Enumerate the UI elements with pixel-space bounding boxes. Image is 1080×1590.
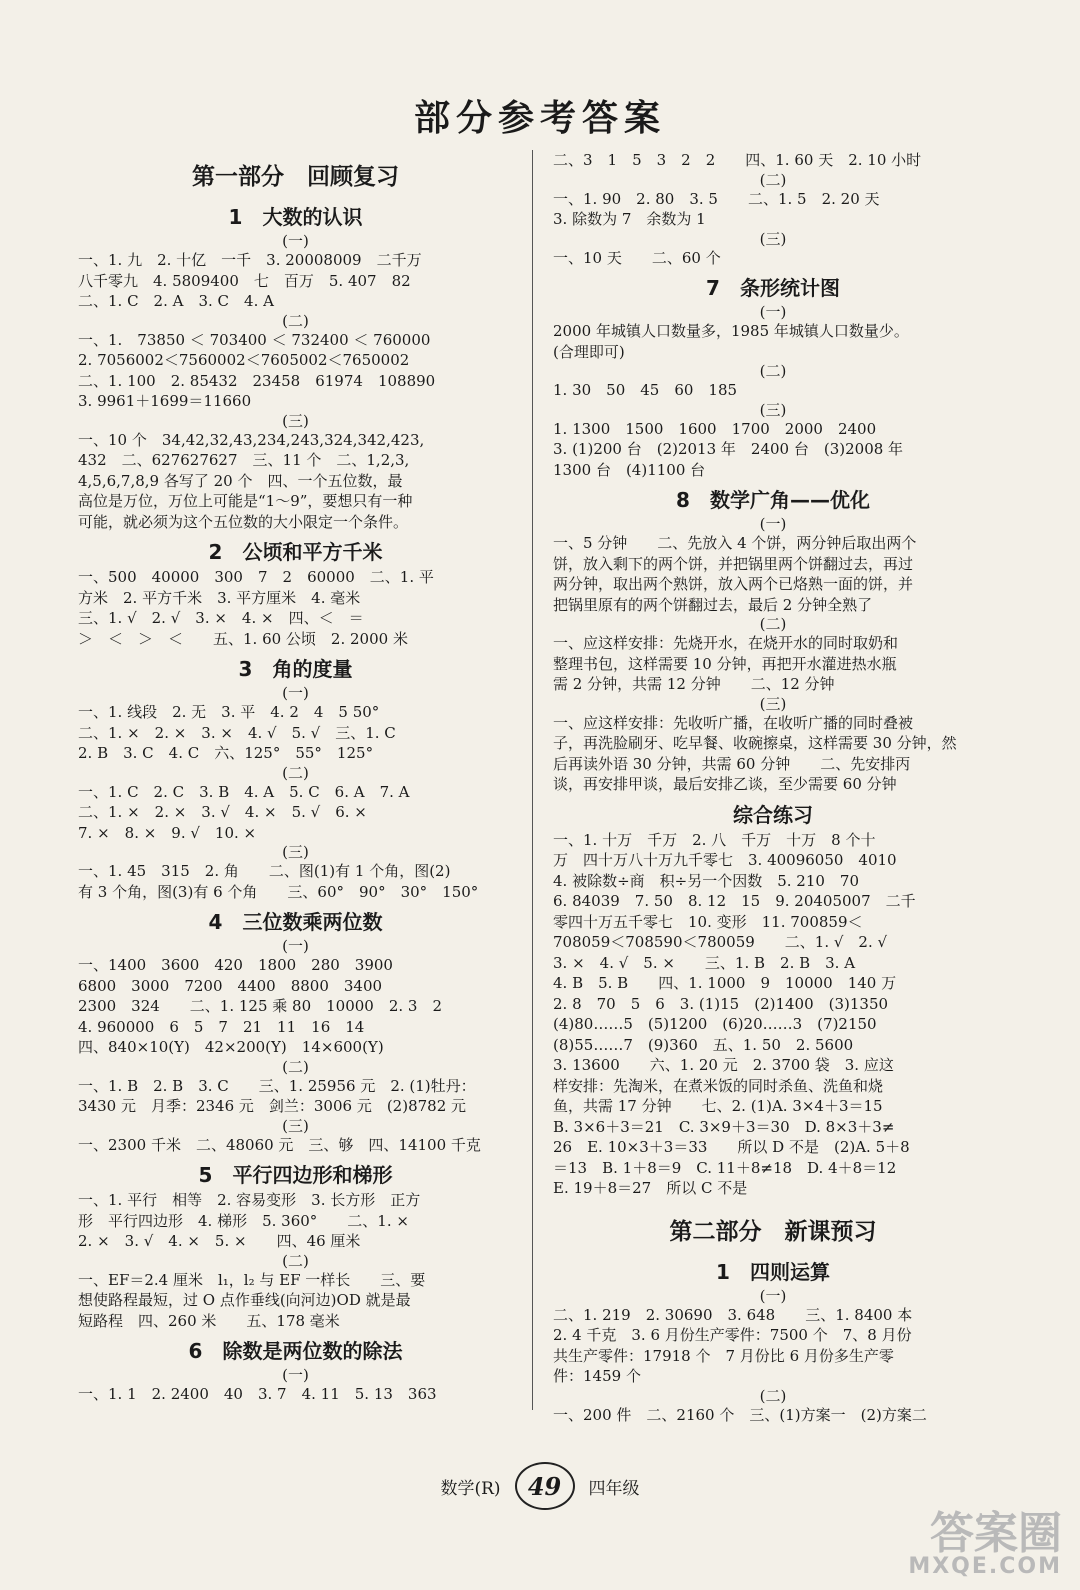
section-title: 7 条形统计图 bbox=[706, 276, 840, 300]
subsection-title: (二) bbox=[282, 1251, 309, 1270]
answer-line: E. 19＋8＝27 所以 C 不是 bbox=[553, 1179, 748, 1197]
answer-line: 一、1. 线段 2. 无 3. 平 4. 2 4 5 50° bbox=[78, 703, 380, 721]
answer-line: 谈，再安排甲谈，最后安排乙谈，至少需要 60 分钟 bbox=[553, 775, 897, 793]
answer-line: B. 3×6＋3＝21 C. 3×9＋3＝30 D. 8×3＋3≠ bbox=[553, 1117, 895, 1136]
answer-line: (合理即可) bbox=[553, 342, 625, 361]
part1-sections bbox=[78, 201, 513, 1405]
answer-line: 想使路程最短，过 O 点作垂线(向河边)OD 就是最 bbox=[78, 1291, 411, 1309]
subsection-title: (一) bbox=[759, 1286, 787, 1305]
subsection-title: (二) bbox=[282, 1057, 309, 1076]
section bbox=[553, 799, 993, 1199]
answer-line: 一、EF＝2.4 厘米 l₁，l₂ 与 EF 一样长 三、要 bbox=[78, 1270, 426, 1289]
column-divider bbox=[532, 150, 533, 1410]
section bbox=[78, 653, 513, 902]
section-title: 1 大数的认识 bbox=[228, 205, 363, 229]
subsection-title: (二) bbox=[759, 362, 787, 380]
subsection-title: (二) bbox=[759, 170, 787, 189]
answer-line: 件：1459 个 bbox=[553, 1367, 641, 1385]
answer-line: 2000 年城镇人口数量多，1985 年城镇人口数量少。 bbox=[553, 322, 909, 340]
subsection-title: (一) bbox=[759, 515, 787, 533]
answer-line: 26 E. 10×3＋3＝33 所以 D 不是 (2)A. 5＋8 bbox=[553, 1138, 910, 1156]
answer-line: 二、1. 100 2. 85432 23458 61974 108890 bbox=[78, 371, 436, 390]
answer-line: 3430 元 月季：2346 元 剑兰：3006 元 (2)8782 元 bbox=[78, 1097, 467, 1115]
answer-line: 2. B 3. C 4. C 六、125° 55° 125° bbox=[78, 744, 374, 762]
answer-line: 708059＜708590＜780059 二、1. √ 2. √ bbox=[553, 933, 888, 951]
answer-line: 三、1. √ 2. √ 3. × 4. × 四、＜ ＝ bbox=[78, 609, 364, 627]
footer-subject: 数学(R) bbox=[440, 1478, 501, 1499]
answer-line: 一、2300 千米 二、48060 元 三、够 四、14100 千克 bbox=[78, 1135, 481, 1154]
answer-line: 4,5,6,7,8,9 各写了 20 个 四、一个五位数，最 bbox=[78, 471, 403, 490]
answer-line: 3. × 4. √ 5. × 三、1. B 2. B 3. A bbox=[553, 953, 856, 972]
answer-line: 一、5 分钟 二、先放入 4 个饼，两分钟后取出两个 bbox=[553, 534, 917, 552]
answer-line: 一、1. B 2. B 3. C 三、1. 25956 元 2. (1)牡丹： bbox=[78, 1076, 476, 1095]
answer-line: 1300 台 (4)1100 台 bbox=[553, 460, 706, 479]
answer-line: 2. 7056002＜7560002＜7605002＜7650002 bbox=[78, 351, 410, 369]
section bbox=[78, 536, 513, 649]
section bbox=[78, 201, 513, 532]
section-title: 6 除数是两位数的除法 bbox=[188, 1339, 403, 1363]
right-column bbox=[553, 150, 993, 1425]
answer-line: 432 二、627627627 三、11 个 二、1,2,3, bbox=[78, 451, 410, 469]
part1-title: 第一部分 回顾复习 bbox=[192, 164, 399, 190]
answer-line: 样安排：先淘米，在煮米饭的同时杀鱼、洗鱼和烧 bbox=[553, 1076, 884, 1095]
answer-line: 4. B 5. B 四、1. 1000 9 10000 140 万 bbox=[553, 974, 897, 992]
section bbox=[78, 1159, 513, 1331]
subsection-title: (三) bbox=[282, 1116, 309, 1135]
answer-line: ＝13 B. 1＋8＝9 C. 11＋8≠18 D. 4＋8＝12 bbox=[553, 1158, 897, 1177]
answer-line: 万 四十万八十万九千零七 3. 40096050 4010 bbox=[553, 851, 897, 869]
answer-line: 整理书包，这样需要 10 分钟，再把开水灌进热水瓶 bbox=[553, 654, 897, 673]
subsection-title: (二) bbox=[282, 763, 309, 782]
page-title: 部分参考答案 bbox=[413, 98, 666, 139]
answer-line: 二、1. C 2. A 3. C 4. A bbox=[78, 292, 274, 310]
answer-line: 3. 除数为 7 余数为 1 bbox=[553, 210, 706, 228]
subsection-title: (二) bbox=[759, 1386, 787, 1405]
subsection-title: (一) bbox=[282, 232, 309, 250]
answer-line: 一、1. 平行 相等 2. 容易变形 3. 长方形 正方 bbox=[78, 1191, 421, 1209]
answer-line: 1. 1300 1500 1600 1700 2000 2400 bbox=[553, 419, 877, 438]
answer-line: 子，再洗脸刷牙、吃早餐、收碗擦桌，这样需要 30 分钟，然 bbox=[553, 734, 957, 752]
section-title: 4 三位数乘两位数 bbox=[208, 910, 383, 934]
section-title: 5 平行四边形和梯形 bbox=[198, 1163, 393, 1187]
answer-line: 2. × 3. √ 4. × 5. × 四、46 厘米 bbox=[78, 1232, 361, 1250]
section bbox=[553, 272, 993, 480]
answer-line: (8)55……7 (9)360 五、1. 50 2. 5600 bbox=[553, 1035, 854, 1054]
section bbox=[553, 484, 993, 795]
answer-line: 一、1. 九 2. 十亿 一千 3. 20008009 二千万 bbox=[78, 251, 422, 269]
answer-line: 零四十万五千零七 10. 变形 11. 700859＜ bbox=[553, 912, 863, 931]
answer-line: (4)80……5 (5)1200 (6)20……3 (7)2150 bbox=[553, 1015, 877, 1033]
answer-line: 1. 30 50 45 60 185 bbox=[553, 381, 738, 399]
answer-line: 一、1. 1 2. 2400 40 3. 7 4. 11 5. 13 363 bbox=[78, 1385, 437, 1403]
answer-line: 有 3 个角，图(3)有 6 个角 三、60° 90° 30° 150° bbox=[78, 882, 479, 901]
answer-line: 八千零九 4. 5809400 七 百万 5. 407 82 bbox=[78, 271, 411, 290]
subsection-title: (一) bbox=[759, 303, 787, 321]
section-title: 综合练习 bbox=[733, 802, 813, 827]
answer-line: 把锅里原有的两个饼翻过去，最后 2 分钟全熟了 bbox=[553, 595, 873, 614]
left-column bbox=[78, 150, 513, 1405]
answer-line: 方米 2. 平方千米 3. 平方厘米 4. 毫米 bbox=[78, 588, 361, 607]
answer-line: 一、1. 90 2. 80 3. 5 二、1. 5 2. 20 天 bbox=[553, 189, 880, 208]
answer-line: 一、1. 73850 ＜ 703400 ＜ 732400 ＜ 760000 bbox=[78, 330, 431, 349]
answer-line: 二、1. × 2. × 3. √ 4. × 5. √ 6. × bbox=[78, 803, 367, 821]
answer-line: 高位是万位，万位上可能是“1～9”，要想只有一种 bbox=[78, 492, 413, 510]
part2-sections bbox=[553, 1256, 993, 1426]
answer-line: 可能，就必须为这个五位数的大小限定一个条件。 bbox=[78, 512, 409, 531]
subsection-title: (三) bbox=[759, 694, 787, 713]
answer-line: 一、1. 十万 千万 2. 八 千万 十万 8 个十 bbox=[553, 830, 876, 849]
answer-line: 形 平行四边形 4. 梯形 5. 360° 二、1. × bbox=[78, 1211, 409, 1230]
footer-grade: 四年级 bbox=[588, 1478, 640, 1499]
answer-line: 四、840×10(Y) 42×200(Y) 14×600(Y) bbox=[78, 1038, 384, 1056]
answer-line: 一、500 40000 300 7 2 60000 二、1. 平 bbox=[78, 568, 434, 586]
subsection-title: (三) bbox=[282, 843, 309, 861]
watermark-logo bbox=[908, 1508, 1062, 1579]
answer-line: 鱼，共需 17 分钟 七、2. (1)A. 3×4＋3＝15 bbox=[553, 1097, 883, 1115]
section bbox=[78, 906, 513, 1155]
right-continued-blocks bbox=[553, 150, 993, 268]
section-title: 3 角的度量 bbox=[238, 657, 353, 681]
answer-line: 一、10 个 34,42,32,43,234,243,324,342,423, bbox=[78, 430, 425, 449]
answer-line: 一、应这样安排：先收听广播，在收听广播的同时叠被 bbox=[553, 713, 914, 732]
part2-title: 第二部分 新课预习 bbox=[669, 1218, 877, 1245]
answer-line: 两分钟，取出两个熟饼，放入两个已烙熟一面的饼，并 bbox=[553, 575, 914, 593]
answer-line: 4. 被除数÷商 积÷另一个因数 5. 210 70 bbox=[553, 871, 860, 890]
answer-line: 后再读外语 30 分钟，共需 60 分钟 二、先安排丙 bbox=[553, 754, 911, 773]
subsection-title: (一) bbox=[282, 1366, 309, 1384]
answer-line: 3. (1)200 台 (2)2013 年 2400 台 (3)2008 年 bbox=[553, 440, 904, 458]
answer-line: 4. 960000 6 5 7 21 11 16 14 bbox=[78, 1017, 365, 1036]
subsection-title: (二) bbox=[759, 615, 787, 633]
answer-line: 2. 4 千克 3. 6 月份生产零件：7500 个 7、8 月份 bbox=[553, 1326, 912, 1344]
answer-line: 短路程 四、260 米 五、178 毫米 bbox=[78, 1311, 340, 1330]
answer-line: 6. 84039 7. 50 8. 12 15 9. 20405007 二千 bbox=[553, 892, 916, 910]
section bbox=[78, 1335, 513, 1405]
subsection-title: (二) bbox=[282, 311, 309, 330]
watermark-sub: MXQE.COM bbox=[908, 1554, 1062, 1579]
watermark-main: 答案圈 bbox=[930, 1508, 1062, 1559]
subsection-title: (三) bbox=[759, 400, 787, 419]
answer-line: 一、200 件 二、2160 个 三、(1)方案一 (2)方案二 bbox=[553, 1405, 927, 1424]
section bbox=[553, 1256, 993, 1426]
right-sections bbox=[553, 272, 993, 1199]
answer-line: 饼，放入剩下的两个饼，并把锅里两个饼翻过去，再过 bbox=[553, 554, 914, 573]
answer-line: 一、1. C 2. C 3. B 4. A 5. C 6. A 7. A bbox=[78, 782, 410, 801]
subsection-title: (三) bbox=[282, 411, 309, 430]
subsection-title: (一) bbox=[282, 937, 309, 955]
answer-line: 二、1. 219 2. 30690 3. 648 三、1. 8400 本 bbox=[553, 1305, 913, 1324]
answer-line: 2. 8 70 5 6 3. (1)15 (2)1400 (3)1350 bbox=[553, 994, 889, 1013]
page-number: 49 bbox=[515, 1462, 575, 1510]
answer-line: 需 2 分钟，共需 12 分钟 二、12 分钟 bbox=[553, 675, 835, 693]
section-title: 1 四则运算 bbox=[716, 1259, 830, 1284]
answer-line: 一、应这样安排：先烧开水，在烧开水的同时取奶和 bbox=[553, 634, 899, 652]
answer-line: 3. 13600 六、1. 20 元 2. 3700 袋 3. 应这 bbox=[553, 1056, 894, 1074]
answer-line: 2300 324 二、1. 125 乘 80 10000 2. 3 2 bbox=[78, 997, 443, 1015]
section-title: 2 公顷和平方千米 bbox=[208, 540, 383, 564]
answer-line: 二、1. × 2. × 3. × 4. √ 5. √ 三、1. C bbox=[78, 723, 396, 742]
subsection-title: (三) bbox=[759, 229, 787, 248]
answer-line: ＞ ＜ ＞ ＜ 五、1. 60 公顷 2. 2000 米 bbox=[78, 629, 408, 648]
answer-line: 3. 9961＋1699＝11660 bbox=[78, 392, 252, 410]
answer-line: 一、1400 3600 420 1800 280 3900 bbox=[78, 956, 393, 974]
answer-line: 共生产零件：17918 个 7 月份比 6 月份多生产零 bbox=[553, 1346, 894, 1365]
section-title: 8 数学广角——优化 bbox=[676, 488, 870, 512]
answer-line: 一、1. 45 315 2. 角 二、图(1)有 1 个角，图(2) bbox=[78, 862, 451, 880]
subsection-title: (一) bbox=[282, 684, 309, 702]
answer-line: 6800 3000 7200 4400 8800 3400 bbox=[78, 976, 383, 995]
page-footer bbox=[0, 1462, 1080, 1510]
answer-line: 二、3 1 5 3 2 2 四、1. 60 天 2. 10 小时 bbox=[553, 151, 922, 169]
answer-line: 7. × 8. × 9. √ 10. × bbox=[78, 823, 257, 842]
answer-line: 一、10 天 二、60 个 bbox=[553, 248, 721, 267]
